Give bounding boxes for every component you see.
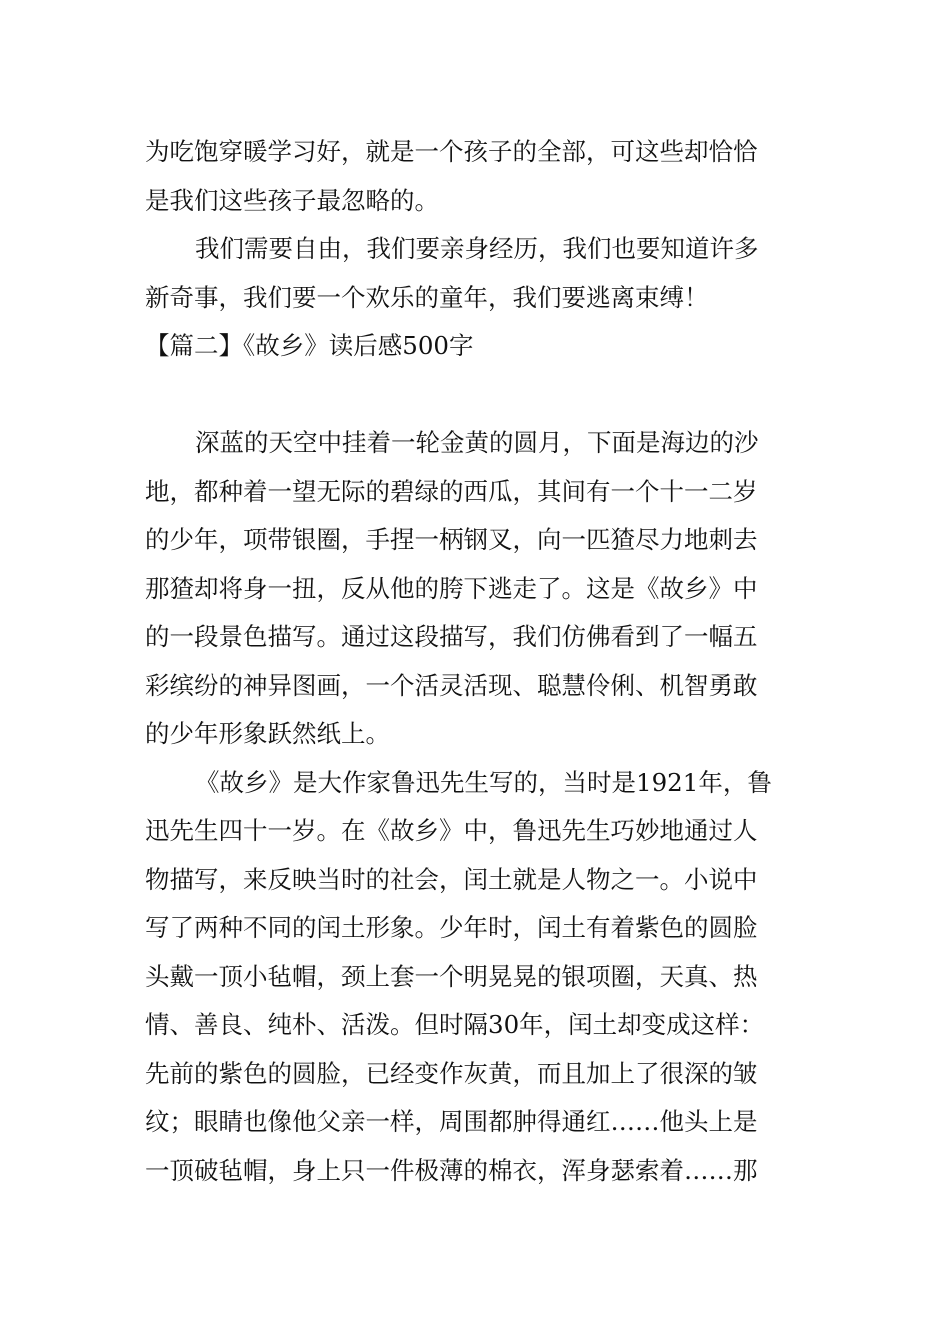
paragraph-line: 情、善良、纯朴、活泼。但时隔30年，闰土却变成这样： [145,1010,765,1039]
paragraph-line: 纹；眼睛也像他父亲一样，周围都肿得通红……他头上是 [145,1107,758,1136]
paragraph-line: 我们需要自由，我们要亲身经历，我们也要知道许多 [195,234,759,263]
section-heading: 【篇二】《故乡》读后感500字 [145,331,474,360]
paragraph-line: 的少年形象跃然纸上。 [145,719,390,748]
paragraph-line: 物描写，来反映当时的社会，闰土就是人物之一。小说中 [145,864,758,894]
paragraph-line: 《故乡》是大作家鲁迅先生写的，当时是1921年，鲁 [195,767,772,797]
paragraph-line: 一顶破毡帽，身上只一件极薄的棉衣，浑身瑟索着……那 [145,1155,758,1185]
paragraph-line: 那猹却将身一扭，反从他的胯下逃走了。这是《故乡》中 [145,573,758,603]
paragraph-line: 是我们这些孩子最忽略的。 [145,185,439,215]
paragraph-line: 为吃饱穿暖学习好，就是一个孩子的全部，可这些却恰恰 [145,137,758,166]
paragraph-line: 的少年，项带银圈，手捏一柄钢叉，向一匹猹尽力地刺去 [145,525,758,554]
paragraph-line: 新奇事，我们要一个欢乐的童年，我们要逃离束缚！ [145,282,709,312]
paragraph-line: 迅先生四十一岁。在《故乡》中，鲁迅先生巧妙地通过人 [145,816,758,845]
document-body [145,128,810,1195]
paragraph-line: 地，都种着一望无际的碧绿的西瓜，其间有一个十一二岁 [145,476,758,506]
paragraph-line: 先前的紫色的圆脸，已经变作灰黄，而且加上了很深的皱 [145,1058,758,1088]
paragraph-line: 深蓝的天空中挂着一轮金黄的圆月，下面是海边的沙 [195,428,759,457]
paragraph-line: 的一段景色描写。通过这段描写，我们仿佛看到了一幅五 [145,622,758,651]
blank-line [145,371,810,420]
paragraph-line: 写了两种不同的闰土形象。少年时，闰土有着紫色的圆脸 [145,913,758,942]
paragraph-line: 彩缤纷的神异图画，一个活灵活现、聪慧伶俐、机智勇敢 [145,670,758,700]
paragraph-line: 头戴一顶小毡帽，颈上套一个明晃晃的银项圈，天真、热 [145,961,758,991]
